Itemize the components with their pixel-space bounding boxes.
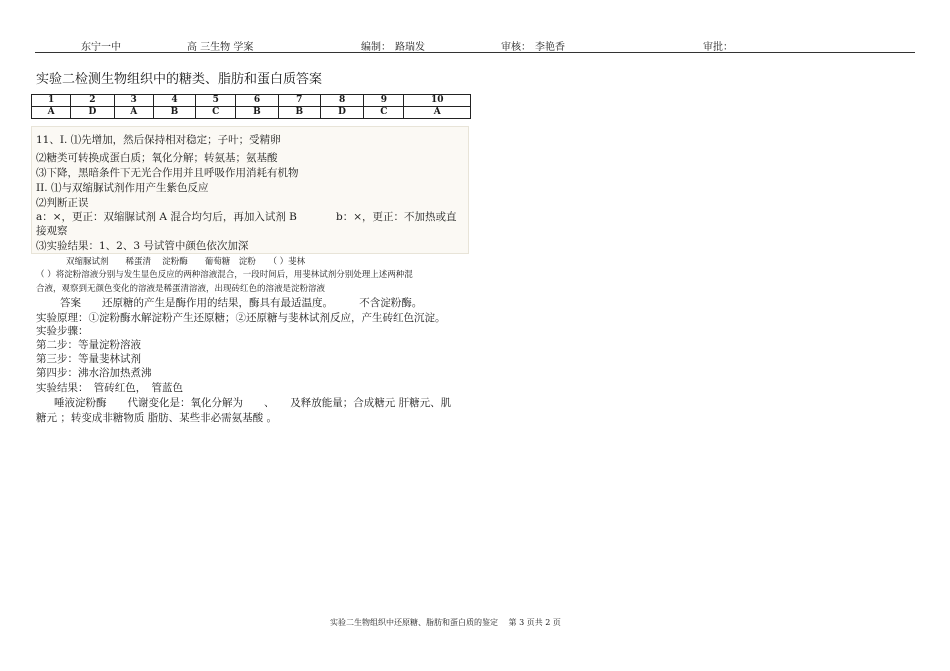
question-number: 8: [320, 95, 363, 107]
step-3: 第三步：等量斐林试剂: [36, 353, 141, 365]
answer-cell: B: [278, 107, 320, 119]
answer-table-numbers-row: [32, 95, 471, 107]
q11-line-7: 接观察: [36, 225, 68, 237]
metabolism-line-2: 糖元 ；转变成非糖物质 脂肪、某些非必需氨基酸 。: [36, 412, 278, 424]
header-rule: [35, 52, 915, 53]
page-title: 实验二检测生物组织中的糖类、脂肪和蛋白质答案: [36, 72, 323, 87]
q11-line-1: 11、I. ⑴先增加，然后保持相对稳定；子叶；受精卵: [36, 134, 281, 146]
header-editor: 路瑞发: [395, 42, 425, 53]
question-number: 9: [364, 95, 404, 107]
header-reviewer-label: 审核：: [501, 42, 531, 53]
steps-title: 实验步骤：: [36, 325, 89, 337]
result-line: 实验结果： 管砖红色， 管蓝色: [36, 382, 183, 394]
answer-cell: D: [71, 107, 114, 119]
q11-line-5: ⑵判断正误: [36, 197, 89, 209]
q11-line-3: ⑶下降，黑暗条件下无光合作用并且呼吸作用消耗有机物: [36, 167, 299, 179]
footer-title: 实验二生物组织中还原糖、脂肪和蛋白质的鉴定: [330, 618, 498, 627]
answer-cell: A: [114, 107, 153, 119]
q11-line-4: II. ⑴与双缩脲试剂作用产生紫色反应: [36, 182, 209, 194]
method-note-2: 合液，观察到无颜色变化的溶液是稀蛋清溶液，出现砖红色的溶液是淀粉溶液: [36, 284, 326, 294]
method-note-1: （ ）将淀粉溶液分别与发生显色反应的两种溶液混合，一段时间后，用斐林试剂分别处理上述两种混: [36, 270, 413, 280]
header-school: 东宁一中: [81, 42, 121, 53]
answer-cell: B: [153, 107, 195, 119]
answer-table: [31, 94, 471, 119]
answer-table-answers-row: [32, 107, 471, 119]
metabolism-line-1: 唾液淀粉酶 代谢变化是：氧化分解为 、 及释放能量；合成糖元 肝糖元、肌: [54, 397, 452, 409]
step-2: 第二步：等量淀粉溶液: [36, 339, 141, 351]
q11-line-8: ⑶实验结果：1、2、3 号试管中颜色依次加深: [36, 240, 249, 252]
reagent-list: 双缩脲试剂 稀蛋清 淀粉酶 葡萄糖 淀粉 （ ）斐林: [66, 257, 306, 267]
q11-line-6a: a：×，更正：双缩脲试剂 A 混合均匀后，再加入试剂 B: [36, 211, 297, 223]
question-number: 1: [32, 95, 71, 107]
question-number: 6: [236, 95, 278, 107]
question-number: 5: [196, 95, 236, 107]
page-header: [0, 38, 950, 52]
header-editor-label: 编制：: [361, 42, 391, 53]
answer-cell: A: [404, 107, 471, 119]
header-reviewer: 李艳香: [535, 42, 565, 53]
question-number: 4: [153, 95, 195, 107]
answer-line: 答案 还原糖的产生是酶作用的结果，酶具有最适温度。 不含淀粉酶。: [60, 297, 423, 309]
header-grade: 高 三生物 学案: [187, 42, 254, 53]
question-number: 7: [278, 95, 320, 107]
question-number: 2: [71, 95, 114, 107]
footer-page-number: 第 3 页共 2 页: [508, 618, 561, 627]
answer-cell: D: [320, 107, 363, 119]
q11-line-6b: b：×，更正：不加热或直: [336, 211, 457, 223]
principle-line: 实验原理：①淀粉酶水解淀粉产生还原糖；②还原糖与斐林试剂反应，产生砖红色沉淀。: [36, 312, 446, 324]
answer-cell: A: [32, 107, 71, 119]
page-footer: [330, 617, 569, 628]
question-number: 10: [404, 95, 471, 107]
answer-cell: B: [236, 107, 278, 119]
step-4: 第四步：沸水浴加热煮沸: [36, 367, 152, 379]
answer-cell: C: [364, 107, 404, 119]
q11-line-2: ⑵糖类可转换成蛋白质；氧化分解；转氨基；氨基酸: [36, 152, 278, 164]
answer-cell: C: [196, 107, 236, 119]
question-number: 3: [114, 95, 153, 107]
header-approver-label: 审批：: [703, 42, 733, 53]
